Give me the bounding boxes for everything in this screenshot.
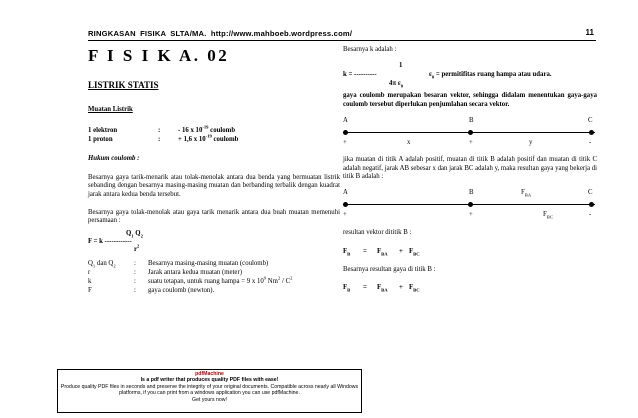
charge-diagram-1	[343, 117, 597, 148]
chapter-title: F I S I K A. 02	[88, 46, 230, 65]
subsection-title: Muatan Listrik	[88, 106, 133, 113]
diagram-charge-labels	[343, 211, 597, 220]
diagram-axis	[343, 129, 597, 135]
variable-symbol: k	[88, 277, 92, 285]
variable-row	[88, 275, 340, 287]
charge-sign: +	[343, 139, 347, 147]
variable-desc: Jarak antara kedua muatan (meter)	[148, 268, 242, 276]
particle-charge: - 16 x $10^{-19}$ coulomb	[178, 125, 236, 135]
point-dot	[343, 130, 348, 135]
particle-name: 1 elektron	[88, 127, 118, 135]
diagram-axis	[343, 201, 597, 207]
header-title: RINGKASAN FISIKA SLTA/MA. http://www.mahboeb.wordpress.com/	[88, 29, 353, 38]
charge-sign: +	[343, 211, 347, 219]
charge-sign: -	[589, 211, 592, 219]
particle-row-proton	[88, 136, 340, 145]
vector-paragraph: gaya coulomb merupakan besaran vektor, sehingga didalam menentukan gaya-gaya coulomb tersebut diperlukan penjumlahan secara vektor.	[343, 92, 597, 108]
k-formula	[343, 62, 597, 92]
k-rhs: $\varepsilon_0$ = permitifitas ruang hampa atau udara.	[429, 71, 552, 80]
variable-colon: :	[134, 277, 136, 285]
point-label-c: C	[588, 117, 593, 125]
particle-colon: :	[158, 127, 161, 135]
point-dot	[343, 202, 348, 207]
distance-label: x	[407, 139, 411, 147]
variable-desc: gaya coulomb (newton).	[148, 286, 215, 294]
point-dot	[468, 202, 473, 207]
point-label-b: B	[469, 117, 474, 125]
formula-lhs: F = k ------------	[88, 237, 132, 245]
charge-diagram-2	[343, 189, 597, 220]
section-title: LISTRIK STATIS	[88, 80, 159, 90]
k-lhs: k = ----------	[343, 71, 377, 79]
point-label-a: A	[343, 189, 348, 197]
diagram-point-labels	[343, 189, 597, 198]
point-dot	[589, 130, 594, 135]
variable-row	[88, 287, 340, 296]
variable-symbol: F	[88, 286, 92, 294]
point-label-c: C	[588, 189, 593, 197]
pdfmachine-cta[interactable]: Get yours now!	[192, 396, 227, 403]
variable-colon: :	[134, 259, 136, 267]
page-header	[88, 27, 596, 41]
charge-sign: +	[469, 211, 473, 219]
coulomb-formula	[88, 230, 340, 256]
variable-desc: Besarnya masing-masing muatan (coulomb)	[148, 259, 269, 267]
variable-desc: suatu tetapan, untuk ruang hampa = 9 x $10^9$ $Nm^2 / C^2$	[148, 275, 293, 285]
particle-charge: + 1,6 x $10^{-19}$ coulomb	[178, 134, 239, 144]
force-label-ba: $F_{BA}$	[521, 189, 532, 198]
coulomb-paragraph: Besarnya gaya tarik-menarik atau tolak-menolak antara dua benda yang bermuatan listrik sebanding dengan besarnya masing-masing muatan dan berbanding terbalik dengan kuadrat jarak antara kedua benda tersebut.	[88, 173, 340, 198]
resultant-vector-equation: $F_B$ = $F_{BA}$ + $F_{BC}$	[343, 247, 420, 257]
right-column	[343, 46, 597, 294]
resultant-magnitude-intro: Besarnya resultan gaya di titik B :	[343, 265, 436, 273]
resultant-paragraph: jika muatan di titik A adalah positif, muatan di titik B adalah positif dan muatan di titik C adalah negatif, jarak AB sebesar x dan jarak BC adalah y, maka resultan gaya yang bekerja di titik B adalah :	[343, 156, 597, 181]
left-column	[88, 46, 340, 296]
pdfmachine-banner[interactable]	[57, 369, 362, 413]
variable-row	[88, 260, 340, 269]
page-number: 11	[585, 28, 594, 37]
particle-name: 1 proton	[88, 136, 113, 144]
variable-colon: :	[134, 268, 136, 276]
k-numerator: 1	[399, 62, 403, 70]
diagram-charge-labels	[343, 139, 597, 148]
pdfmachine-tagline: Is a pdf writer that produces quality PDF files with ease!	[140, 377, 279, 384]
k-denominator: 4π $\varepsilon_0$	[389, 80, 404, 89]
charge-sign: +	[469, 139, 473, 147]
particle-colon: :	[158, 136, 161, 144]
resultant-vector-intro: resultan vektor dititik B :	[343, 229, 412, 237]
resultant-magnitude-equation: $F_B$ = $F_{BA}$ + $F_{BC}$	[343, 284, 420, 293]
variable-colon: :	[134, 286, 136, 294]
point-label-b: B	[469, 189, 474, 197]
point-dot	[468, 130, 473, 135]
charge-sign: -	[589, 139, 592, 147]
formula-denominator: $r^2$	[134, 243, 140, 253]
force-label-bc: $F_{BC}$	[543, 211, 553, 220]
point-label-a: A	[343, 117, 348, 125]
distance-label: y	[529, 139, 533, 147]
pdfmachine-brand: pdfMachine	[195, 371, 224, 377]
formula-numerator: $Q_1$ $Q_2$	[126, 229, 143, 239]
variable-row	[88, 269, 340, 278]
pdfmachine-description: Produce quality PDF files in seconds and preserve the integrity of your original documents. Compatible across nearly all Windows platforms, if you can print from a windows application you can use pdfMachine.	[60, 383, 359, 397]
variable-symbol: r	[88, 268, 91, 276]
k-intro: Besarnya k adalah :	[343, 46, 397, 53]
point-dot	[589, 202, 594, 207]
variable-list	[88, 260, 340, 296]
coulomb-law-heading: Hukum coulomb :	[88, 155, 140, 163]
equation-intro: Besarnya gaya tolak-menolak atau gaya tarik menarik antara dua buah muatan memenuhi persamaan :	[88, 209, 340, 225]
variable-symbol: $Q_1$ dan $Q_2$	[88, 259, 116, 269]
diagram-point-labels	[343, 117, 597, 126]
